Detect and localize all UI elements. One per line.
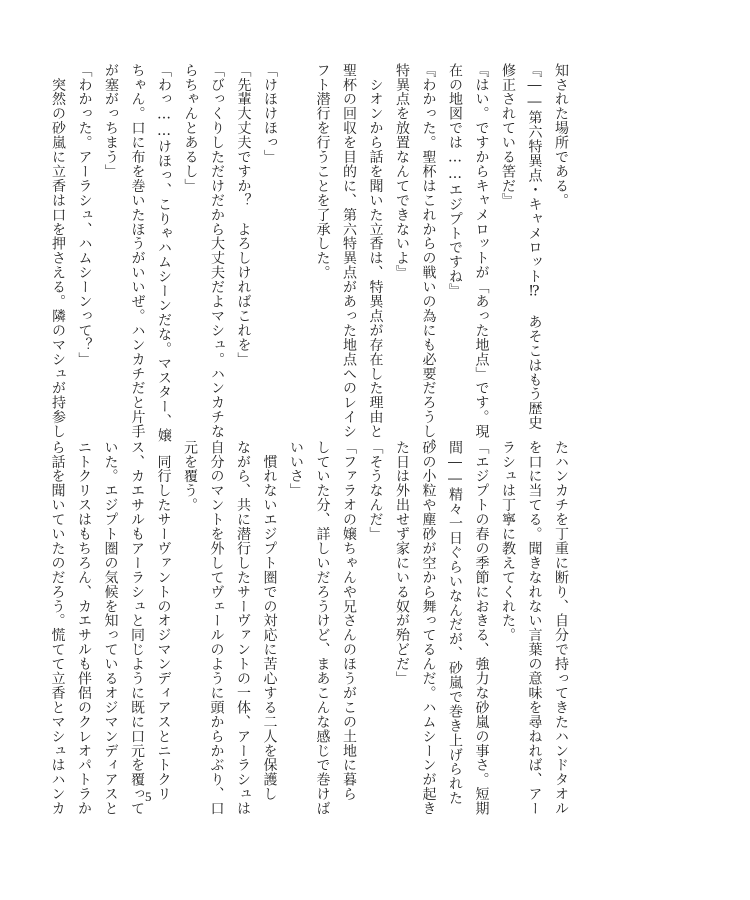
lower-text-column: ら話を聞いていたのだろう。慌てて立香とマシュはハンカ [49,440,66,816]
upper-text-column: 「わかった。アーラシュ、ハムシーンって？」 [76,63,93,367]
upper-text-column [283,63,309,413]
lower-text-column: たハンカチを丁重に断り、自分で持ってきたハンドタオル [553,440,569,816]
upper-text-column: 知された場所である。 [553,63,569,208]
upper-text-column: らちゃんとあるし」 [182,63,199,194]
lower-text-column: 自分のマントを外してヴェールのように頭からかぶり、口 [208,440,225,816]
upper-text-column: 「先輩大丈夫ですか？ よろしければこれを」 [235,63,252,367]
upper-text-column: 特異点を放置なんてできないよ』 [394,63,410,280]
upper-text-block [50,63,574,454]
lower-text-column: 慣れないエジプト圏での対応に苦心する二人を保護し [261,440,278,802]
lower-text-block [49,440,574,816]
lower-text-column: ス、カエサルもアーラシュと同じように既に口元を覆って [129,440,145,816]
upper-text-column: が塞がっちまう」 [103,63,119,179]
lower-text-column: 砂の小粒や塵砂が空から舞ってるんだ。ハムシーンが起き [420,440,437,816]
lower-text-column: を口に当てる。聞きなれない言葉の意味を尋ねれば、アー [526,440,543,816]
upper-text-column: フト潜行を行うことを了承した。 [314,63,331,280]
upper-text-column: 「けほけほっ」 [262,63,278,165]
upper-text-column: 『わかった。聖杯はこれからの戦いの為にも必要だろうし、 [420,63,437,454]
upper-text-column: 突然の砂嵐に立香は口を押さえる。隣のマシュが持参し [50,63,66,439]
upper-text-column: 修正されている筈だ』 [500,63,516,208]
lower-text-column: 「ファラオの嬢ちゃんや兄さんのほうがこの土地に暮ら [341,440,357,802]
lower-text-column: 間――精々一日ぐらいなんだが、砂嵐で巻き上げられた [447,440,463,806]
lower-text-column: いた。エジプト圏の気候を知っているオジマンディアスと [102,440,119,816]
upper-text-column: ちゃん。口に布を巻いたほうがいいぜ。ハンカチだと片手 [129,63,146,439]
lower-text-column: 元を覆う。 [182,440,198,513]
lower-text-column: いいさ」 [288,440,304,498]
upper-text-column: 『――第六特異点・キャメロット⁉ あそこはもう歴史 [526,63,543,431]
lower-text-column: ながら、共に潜行したサーヴァントの一体、アーラシュは [235,440,251,816]
lower-text-column: していた分、詳しいだろうけど、まあこんな感じで巻けば [314,440,331,816]
upper-text-column: 「びっくりしただけだから大丈夫だよマシュ。ハンカチな [209,63,225,439]
upper-text-column: 在の地図では……エジプトですね』 [447,63,463,299]
upper-text-column: 「わっ……けほっ、こりゃハムシーンだな。マスター、嬢 [156,63,172,443]
lower-text-column: 「エジプトの春の季節におきる、強力な砂嵐の事さ。短期 [473,440,490,816]
upper-text-column: 聖杯の回収を目的に、第六特異点があった地点へのレイシ [341,63,357,439]
lower-text-column: ラシュは丁寧に教えてくれた。 [500,440,516,643]
lower-text-column: 同行したサーヴァントのオジマンディアスとニトクリ [155,440,172,802]
lower-text-column: た日は外出せず家にいる奴が殆どだ」 [394,440,410,686]
page-number: 5 [145,789,152,804]
upper-text-column: 『はい。ですからキャメロットが「あった地点」です。現 [473,63,490,439]
lower-text-column: 「そうなんだ」 [367,440,384,542]
lower-text-column: ニトクリスはもちろん、カエサルも伴侶のクレオパトラか [76,440,92,816]
upper-text-column: シオンから話を聞いた立香は、特異点が存在した理由と [367,63,384,439]
